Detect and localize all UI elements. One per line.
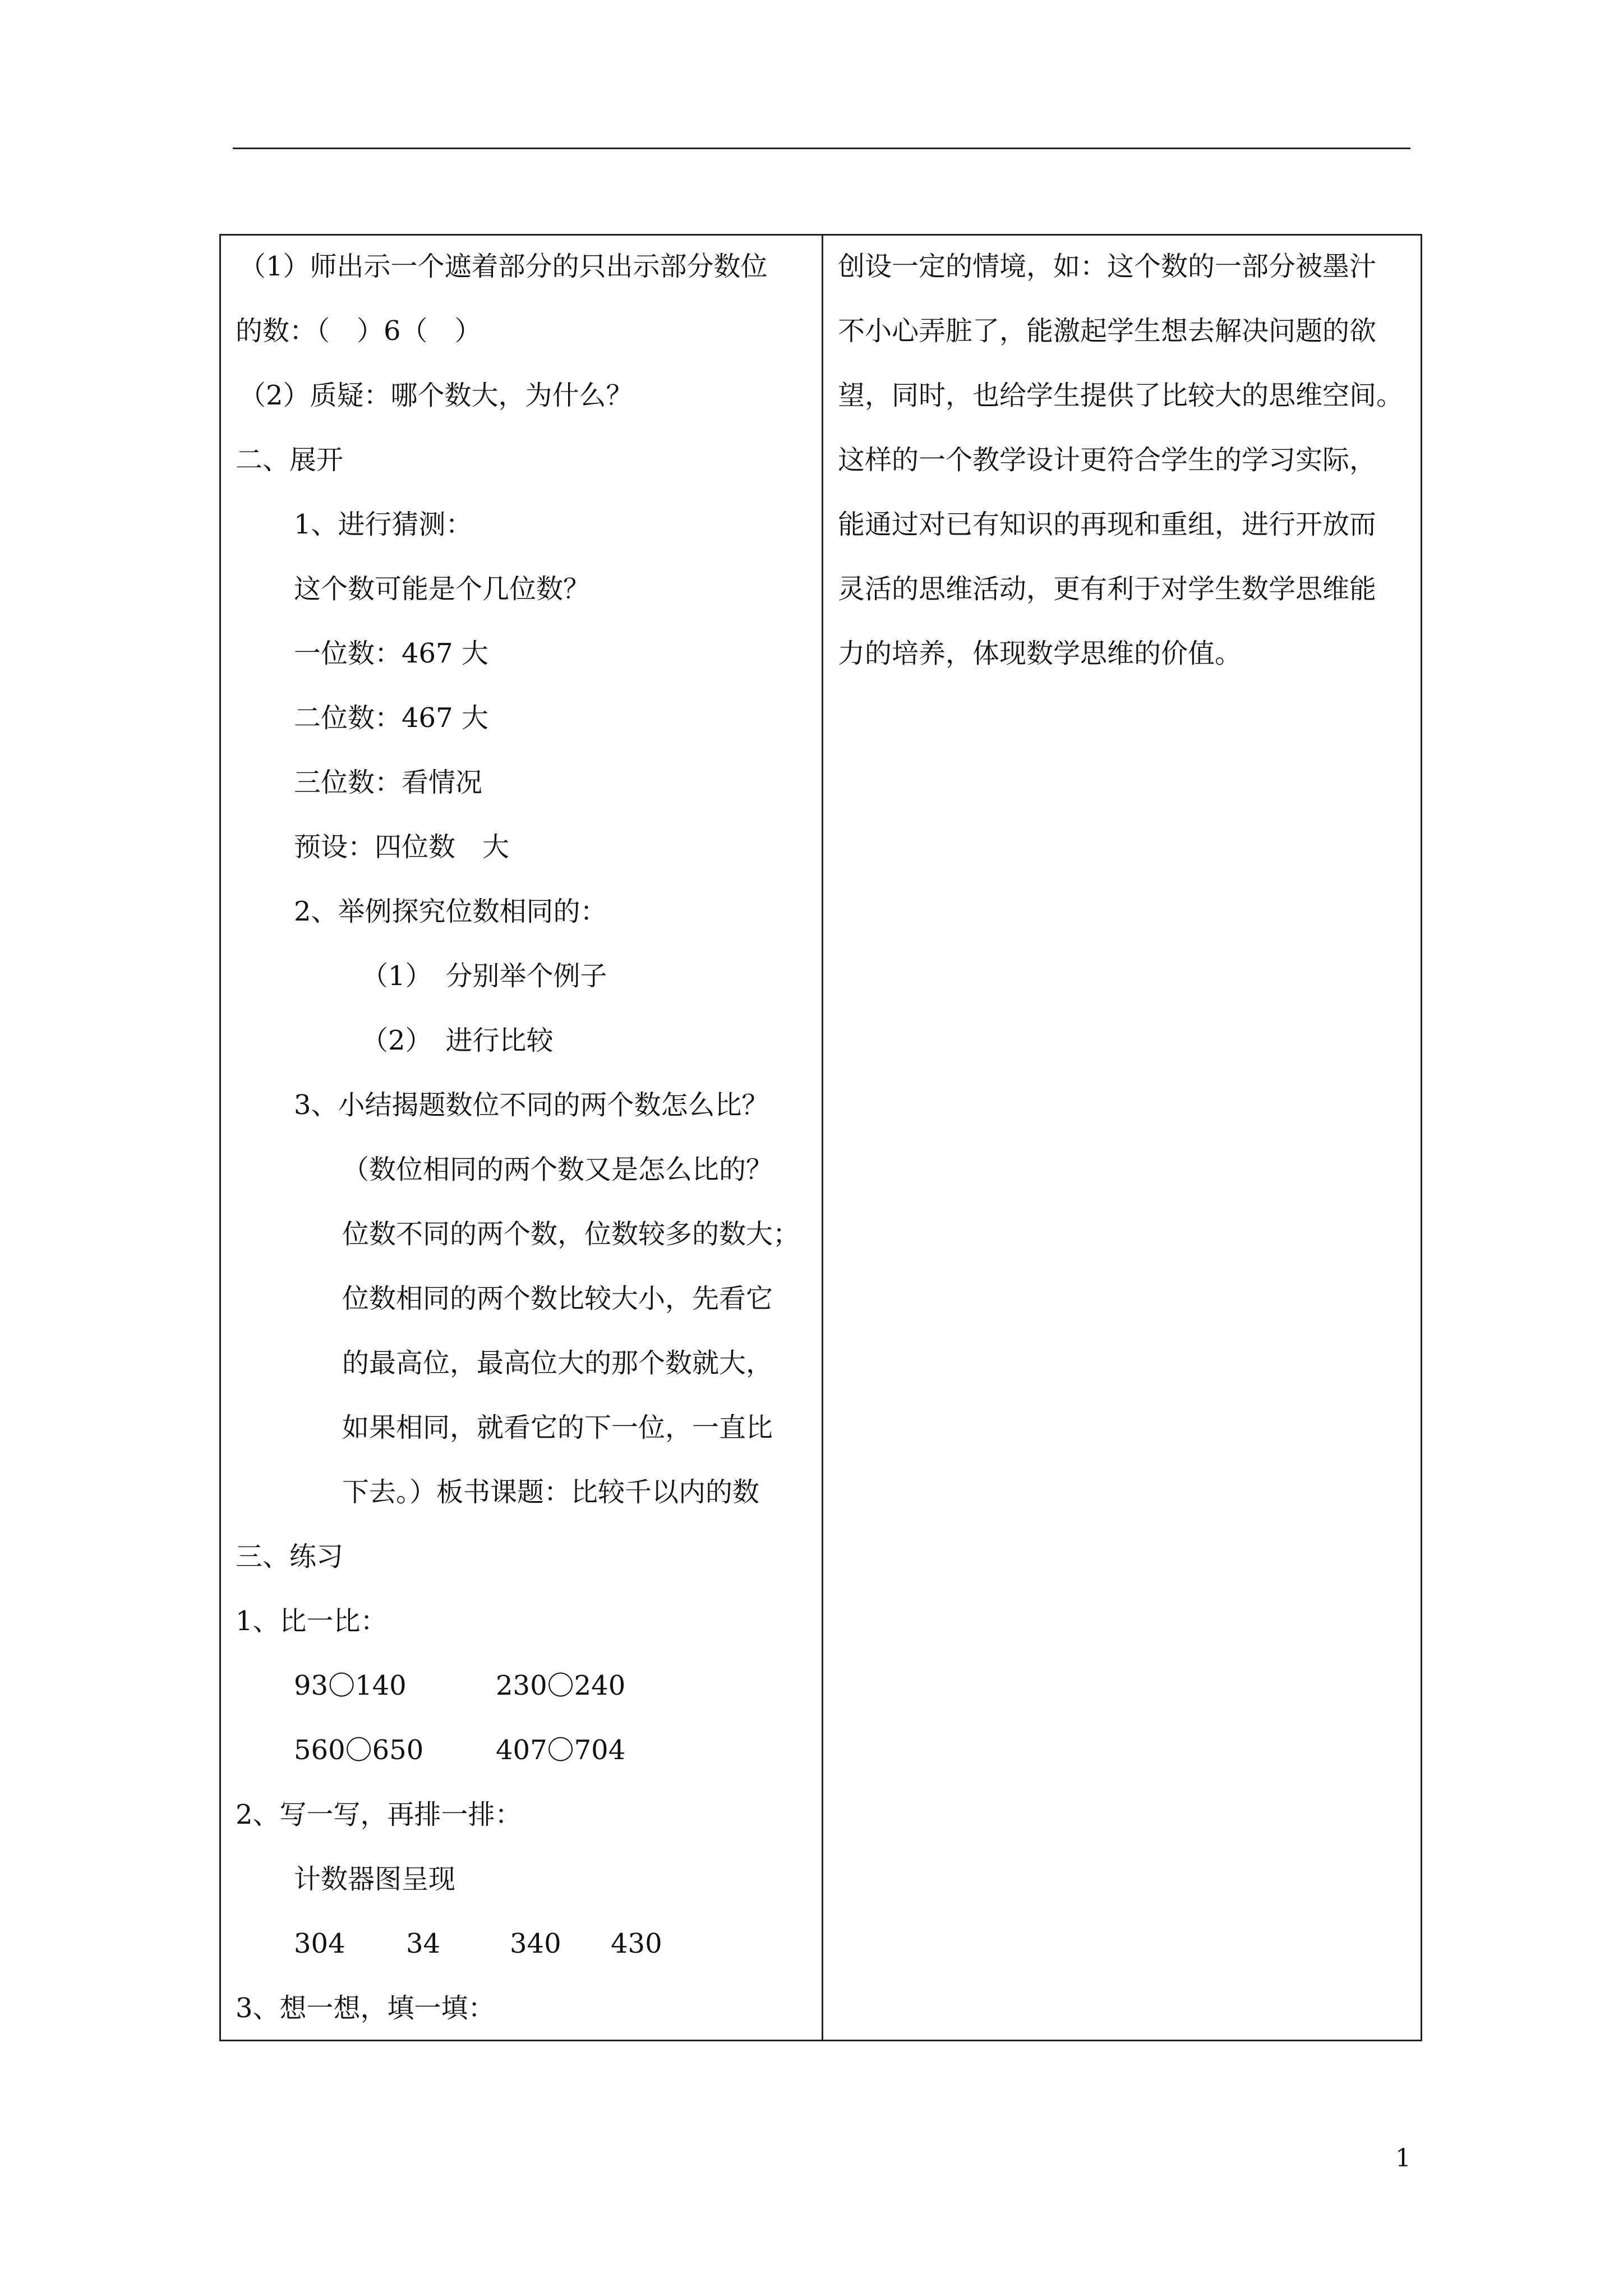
right-line: 能通过对已有知识的再现和重组，进行开放而 — [838, 509, 1377, 540]
left-line: 230〇240 — [496, 1670, 626, 1701]
left-line: 430 — [611, 1928, 662, 1959]
left-line: 的数：（ ）6（ ） — [236, 315, 482, 347]
left-line: 2、举例探究位数相同的： — [294, 896, 607, 927]
left-line: 下去。）板书课题：比较千以内的数 — [342, 1476, 760, 1508]
left-line: 一位数：467 大 — [294, 638, 488, 669]
header-rule — [233, 148, 1410, 149]
left-line: 3、想一想，填一填： — [236, 1993, 495, 2024]
left-line: （1）师出示一个遮着部分的只出示部分数位 — [239, 251, 768, 282]
left-line: （1） 分别举个例子 — [361, 960, 607, 992]
right-line: 这样的一个教学设计更符合学生的学习实际， — [838, 444, 1377, 476]
left-line: 这个数可能是个几位数？ — [294, 573, 591, 605]
right-line: 灵活的思维活动，更有利于对学生数学思维能 — [838, 573, 1377, 605]
right-line: 望，同时，也给学生提供了比较大的思维空间。 — [838, 380, 1404, 411]
left-line: 计数器图呈现 — [294, 1864, 456, 1895]
left-line: 340 — [510, 1928, 561, 1959]
left-line: 二、展开 — [236, 444, 344, 476]
left-line: 位数不同的两个数，位数较多的数大； — [342, 1218, 800, 1250]
left-line: 2、写一写，再排一排： — [236, 1799, 522, 1830]
left-line: 34 — [406, 1928, 441, 1959]
left-line: 的最高位，最高位大的那个数就大， — [342, 1347, 773, 1379]
column-divider — [822, 236, 823, 2040]
left-line: 二位数：467 大 — [294, 702, 488, 734]
left-line: 304 — [294, 1928, 345, 1959]
left-line: 三、练习 — [236, 1541, 344, 1572]
left-line: 407〇704 — [496, 1734, 626, 1766]
left-line: （数位相同的两个数又是怎么比的？ — [342, 1154, 773, 1185]
left-line: 位数相同的两个数比较大小，先看它 — [342, 1283, 773, 1314]
right-line: 力的培养，体现数学思维的价值。 — [838, 638, 1242, 669]
left-line: 预设：四位数 大 — [294, 831, 510, 863]
right-line: 创设一定的情境，如：这个数的一部分被墨汁 — [838, 251, 1377, 282]
left-line: 1、比一比： — [236, 1605, 388, 1637]
left-line: （2）质疑：哪个数大，为什么？ — [239, 380, 633, 411]
left-line: 1、进行猜测： — [294, 509, 473, 540]
page-number: 1 — [1395, 2144, 1411, 2173]
lesson-table — [219, 234, 1422, 2041]
right-line: 不小心弄脏了，能激起学生想去解决问题的欲 — [838, 315, 1377, 347]
left-line: （2） 进行比较 — [361, 1025, 554, 1056]
left-line: 93〇140 — [294, 1670, 407, 1701]
left-line: 3、小结揭题数位不同的两个数怎么比？ — [294, 1089, 769, 1121]
left-line: 560〇650 — [294, 1734, 424, 1766]
left-line: 三位数：看情况 — [294, 767, 483, 798]
left-line: 如果相同，就看它的下一位，一直比 — [342, 1412, 773, 1443]
